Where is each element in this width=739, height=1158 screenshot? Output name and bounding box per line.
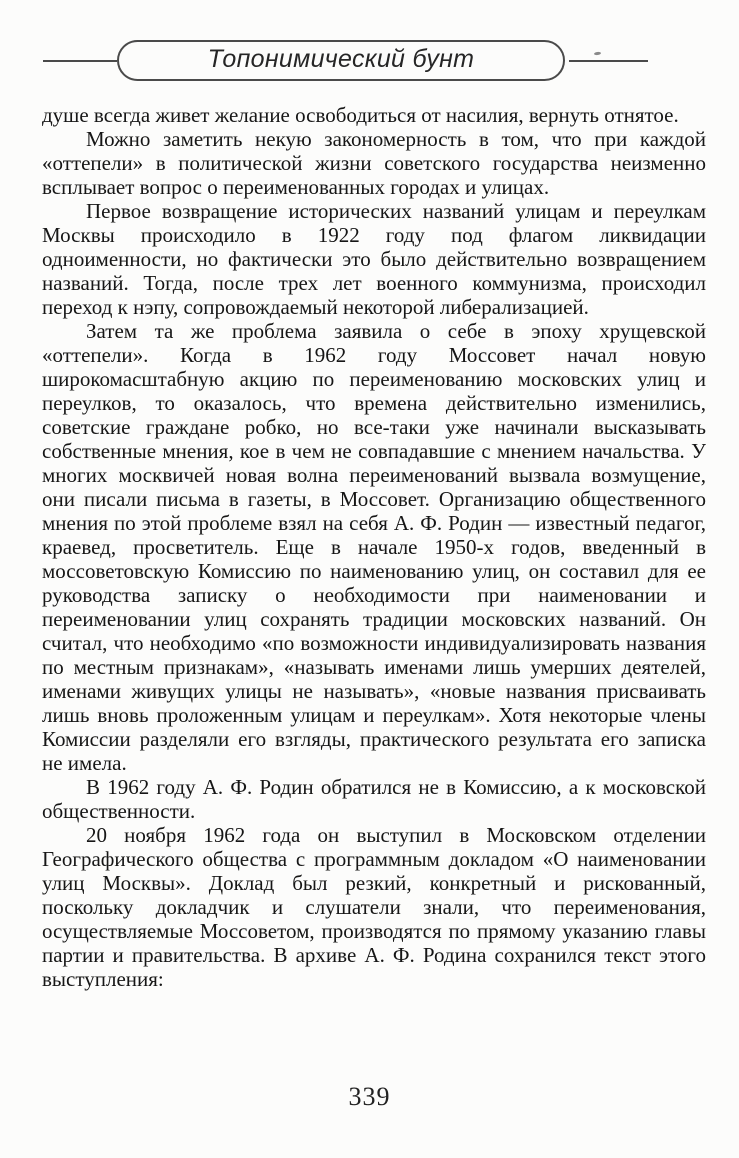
paragraph-1: душе всегда живет желание освободиться от насилия, вернуть отнятое. xyxy=(42,103,679,127)
paragraph-6: 20 ноября 1962 года он выступил в Московском отделении Географического общества с программным докладом «О наименовании улиц Москвы». Доклад был резкий, конкретный и рискованный, поскольку докладчик и слушатели знали, что переименования, осуществляемые Моссоветом, производятся по прямому указанию главы партии и правительства. В архиве А. Ф. Родина сохранился текст этого выступления: xyxy=(42,823,706,991)
paragraph-3: Первое возвращение исторических названий улицам и переулкам Москвы происходило в 1922 году под флагом ликвидации одноименности, но фактически это было действительно возвращением названий. Тогда, после трех лет военного коммунизма, происходил переход к нэпу, сопровождаемый некоторой либерализацией. xyxy=(42,199,706,319)
page-number: 339 xyxy=(348,1082,391,1111)
body-text xyxy=(42,103,706,991)
header-rule-right xyxy=(569,60,648,62)
header-rule-left xyxy=(43,60,117,62)
chapter-title-capsule xyxy=(117,40,565,81)
paragraph-4: Затем та же проблема заявила о себе в эпоху хрущевской «оттепели». Когда в 1962 году Моссовет начал новую широкомасштабную акцию по переименованию московских улиц и переулков, то оказалось, что времена действительно изменились, советские граждане робко, но все-таки уже начинали высказывать собственные мнения, кое в чем не совпадавшие с мнением начальства. У многих москвичей новая волна переименований вызвала возмущение, они писали письма в газеты, в Моссовет. Организацию общественного мнения по этой проблеме взял на себя А. Ф. Родин — известный педагог, краевед, просветитель. Еще в начале 1950-х годов, введенный в моссоветовскую Комиссию по наименованию улиц, он составил для ее руководства записку о необходимости при наименовании и переименовании улиц сохранять традиции московских названий. Он считал, что необходимо «по возможности индивидуализировать названия по местным признакам», «называть именами лишь умерших деятелей, именами живущих улицы не называть», «новые названия присваивать лишь вновь проложенным улицам и переулкам». Хотя некоторые члены Комиссии разделяли его взгляды, практического результата его записка не имела. xyxy=(42,319,706,775)
chapter-header xyxy=(0,0,739,100)
chapter-title: Топонимический бунт xyxy=(207,45,475,73)
ink-speck xyxy=(594,52,601,56)
paragraph-2: Можно заметить некую закономерность в том, что при каждой «оттепели» в политической жизни советского государства неизменно всплывает вопрос о переименованных городах и улицах. xyxy=(42,127,706,199)
paragraph-5: В 1962 году А. Ф. Родин обратился не в Комиссию, а к московской общественности. xyxy=(42,775,706,823)
